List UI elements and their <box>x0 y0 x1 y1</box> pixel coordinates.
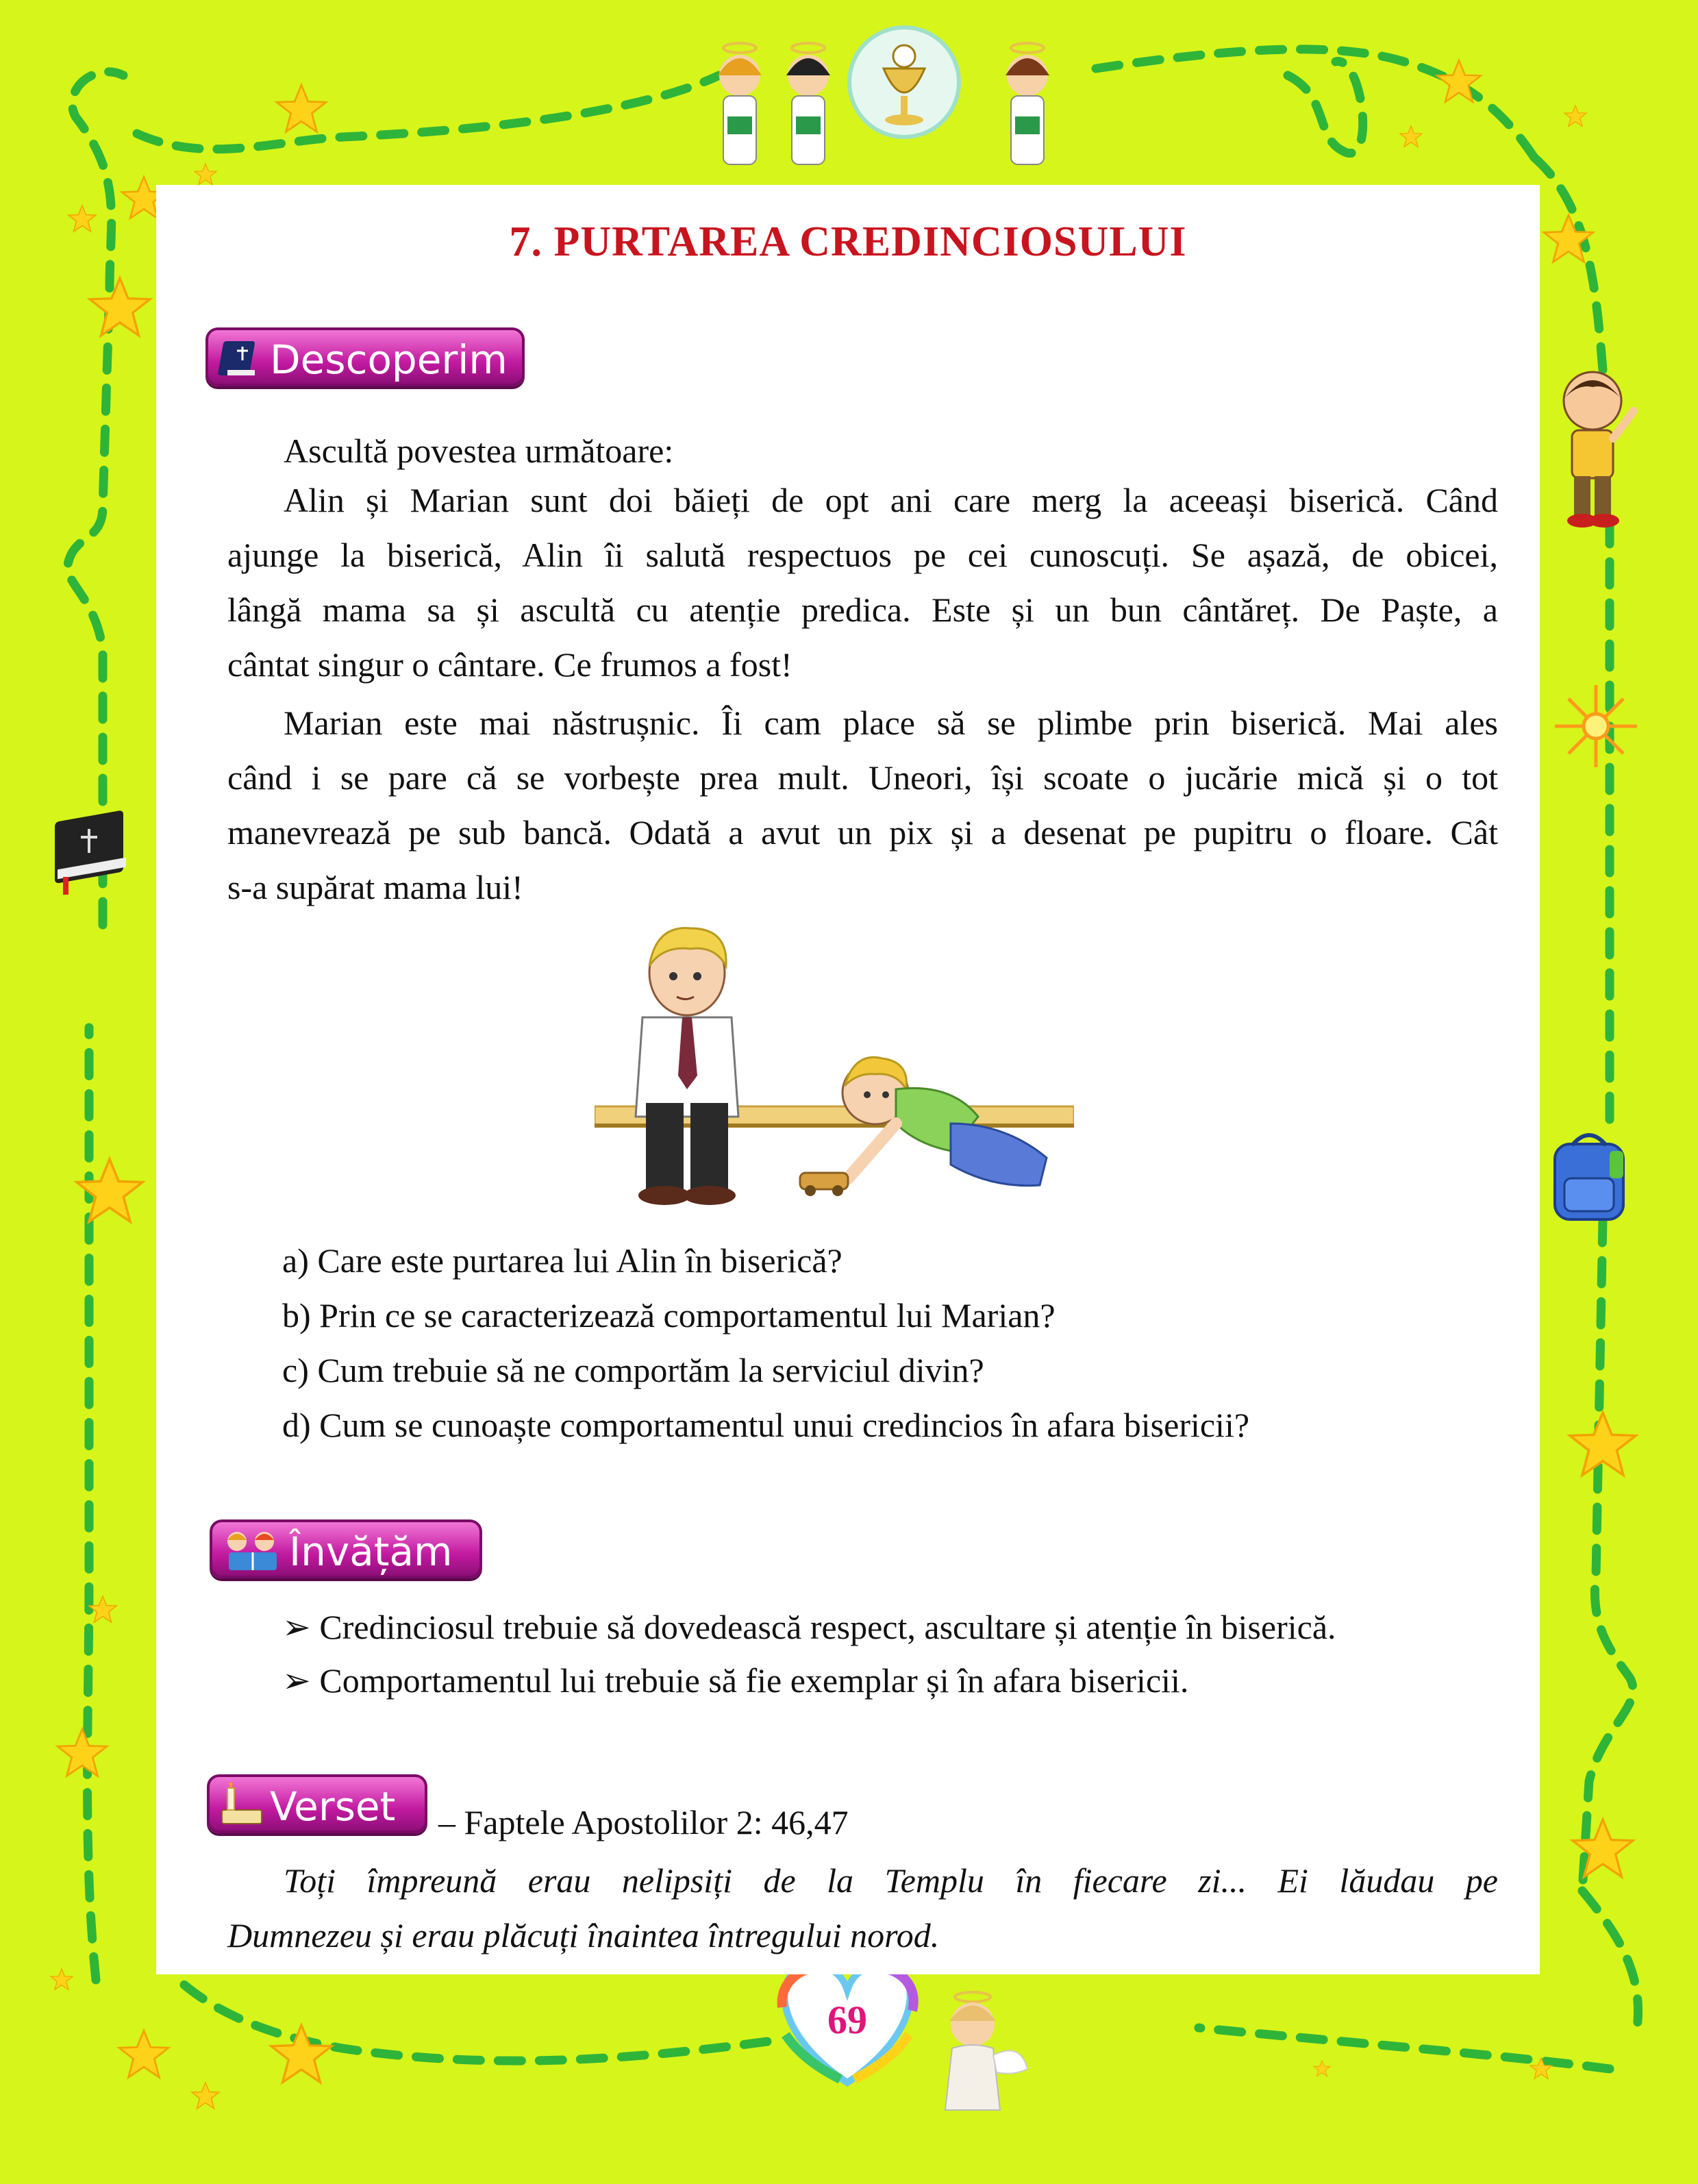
story-intro: Ascultă povestea următoare: <box>284 432 674 470</box>
question-item: b) Prin ce se caracterizează comportamentul lui Marian? <box>282 1296 1056 1335</box>
learn-item <box>282 1600 1336 1654</box>
bullet-arrow-icon: ➢ <box>282 1661 311 1700</box>
section-label-verset: Verset <box>270 1783 396 1830</box>
story-line: Alin și Marian sunt doi băieți de opt ani care merg la aceeași biserică. Când <box>284 481 1498 519</box>
story-line: lângă mama sa și ascultă cu atenție predica. Este și un bun cântăreț. De Paște, a <box>227 591 1498 629</box>
alin-figure <box>636 928 738 1205</box>
page-title: 7. PURTAREA CREDINCIOSULUI <box>509 219 1187 265</box>
question-item: a) Care este purtarea lui Alin în biserică? <box>282 1241 842 1280</box>
section-badge-invatam <box>210 1519 482 1578</box>
verse-reference: – Faptele Apostolilor 2: 46,47 <box>438 1803 849 1841</box>
backpack-icon <box>1555 1135 1623 1219</box>
story-line: s-a supărat mama lui! <box>227 868 523 906</box>
verse-line: Dumnezeu și erau plăcuți înaintea întregului norod. <box>227 1916 940 1955</box>
bible-icon <box>55 810 126 895</box>
learn-text: Comportamentul lui trebuie să fie exemplar și în afara bisericii. <box>319 1661 1189 1700</box>
boys-on-bench-illustration <box>595 918 1074 1219</box>
story-line: cântat singur o cântare. Ce frumos a fost! <box>227 645 792 684</box>
question-item: d) Cum se cunoaște comportamentul unui credincios în afara bisericii? <box>282 1406 1250 1444</box>
children-reading-icon <box>222 1528 284 1573</box>
candle-book-icon <box>219 1783 264 1828</box>
praying-angel-icon <box>945 1992 1027 2110</box>
section-badge-descoperim <box>205 327 525 386</box>
waving-boy-icon <box>1564 372 1634 528</box>
story-line: Marian este mai năstrușnic. Îi cam place să se plimbe prin biserică. Mai ales <box>284 704 1498 742</box>
story-line: manevrează pe sub bancă. Odată a avut un pix și a desenat pe pupitru o floare. Cât <box>227 813 1498 852</box>
story-line: când i se pare că se vorbește prea mult. Uneori, își scoate o jucărie mică și o tot <box>227 758 1498 797</box>
question-item: c) Cum trebuie să ne comportăm la serviciul divin? <box>282 1351 984 1389</box>
book-icon <box>218 336 263 381</box>
chalice-icon <box>849 27 959 137</box>
section-label-invatam: Învățăm <box>289 1528 453 1575</box>
bullet-arrow-icon: ➢ <box>282 1608 311 1646</box>
section-badge-verset <box>207 1774 427 1833</box>
section-label-descoperim: Descoperim <box>270 336 508 383</box>
learn-item <box>282 1653 1188 1708</box>
learn-text: Credinciosul trebuie să dovedească respect, ascultare și atenție în biserică. <box>319 1608 1336 1646</box>
page-number: 69 <box>827 1998 867 2042</box>
verse-line: Toți împreună erau nelipsiți de la Templu în fiecare zi... Ei lăudau pe <box>284 1861 1498 1900</box>
story-line: ajunge la biserică, Alin îi salută respectuos pe cei cunoscuți. Se așază, de obicei, <box>227 536 1498 574</box>
